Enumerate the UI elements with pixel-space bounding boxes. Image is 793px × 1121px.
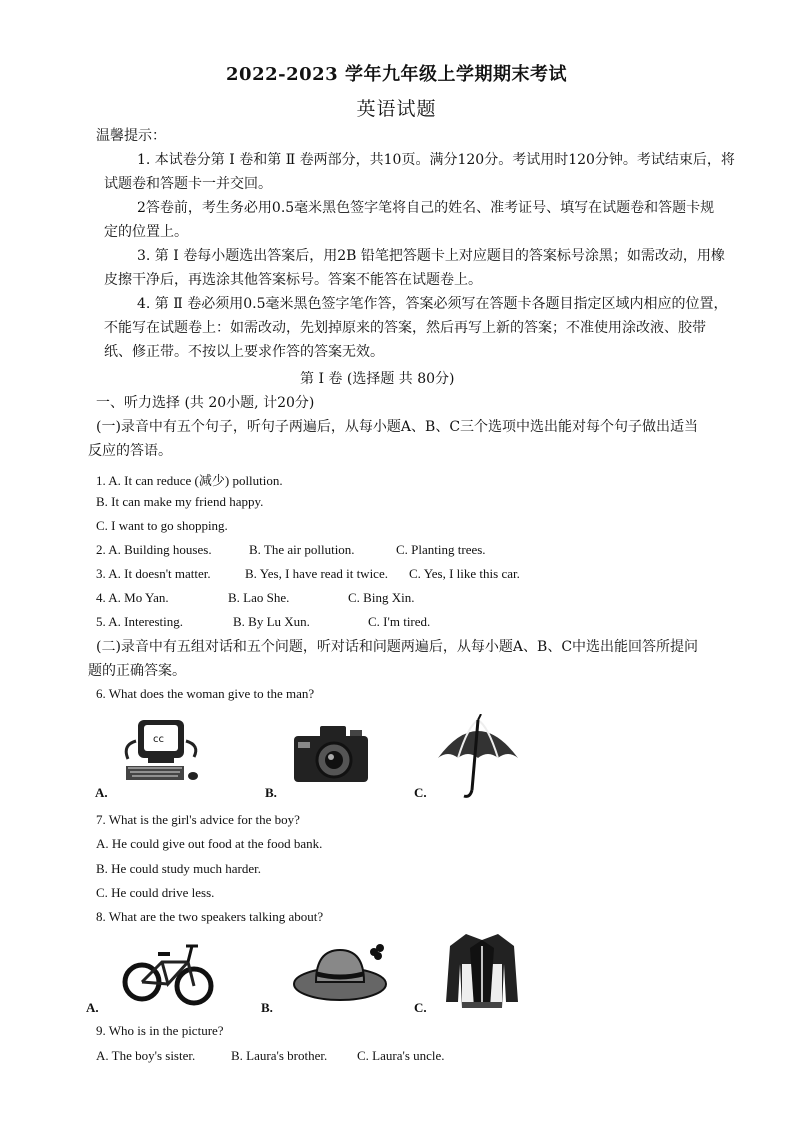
exam-subtitle: 英语试题: [356, 98, 437, 120]
q4-option-a: 4. A. Mo Yan.: [96, 590, 169, 605]
notice-item-2-line1: 2答卷前，考生务必用0.5毫米黑色签字笔将自己的姓名、准考证号、填写在试题卷和答题卡规: [137, 200, 715, 216]
q6-question: 6. What does the woman give to the man?: [96, 686, 315, 701]
part1-heading: 一、听力选择 (共 20小题, 计20分): [96, 395, 315, 411]
jacket-icon: [444, 928, 520, 1012]
q3-option-a: 3. A. It doesn't matter.: [96, 566, 211, 581]
q6-label-a: A.: [95, 785, 108, 800]
camera-icon: [290, 720, 372, 786]
q5-option-b: B. By Lu Xun.: [233, 614, 310, 629]
q2-option-a: 2. A. Building houses.: [96, 542, 212, 557]
svg-text:cc: cc: [153, 734, 164, 745]
q5-option-a: 5. A. Interesting.: [96, 614, 184, 629]
q8-label-c: C.: [414, 1000, 427, 1015]
notice-heading: 温馨提示：: [96, 128, 166, 144]
exam-title: 2022-2023 学年九年级上学期期末考试: [226, 64, 567, 85]
partB-instruction-line2: 题的正确答案。: [88, 663, 186, 679]
q9-question: 9. Who is in the picture?: [96, 1023, 224, 1038]
q8-label-a: A.: [86, 1000, 99, 1015]
q7-question: 7. What is the girl's advice for the boy?: [96, 812, 300, 827]
notice-item-3-line1: 3. 第 Ⅰ 卷每小题选出答案后，用2B 铅笔把答题卡上对应题目的答案标号涂黑；如需改动，用橡: [137, 248, 725, 264]
q7-option-a: A. He could give out food at the food bank.: [96, 836, 323, 851]
section-heading: 第 Ⅰ 卷 (选择题 共 80分): [300, 371, 455, 387]
q9-option-c: C. Laura's uncle.: [357, 1048, 445, 1063]
q8-label-b: B.: [261, 1000, 273, 1015]
partB-instruction-line1: (二)录音中有五组对话和五个问题，听对话和问题两遍后，从每小题A、B、C中选出能回答所提问: [96, 639, 699, 655]
notice-item-4-line3: 纸、修正带。不按以上要求作答的答案无效。: [104, 344, 384, 360]
hat-icon: [290, 940, 390, 1006]
q7-option-b: B. He could study much harder.: [96, 861, 261, 876]
q3-option-c: C. Yes, I like this car.: [409, 566, 520, 581]
q7-option-c: C. He could drive less.: [96, 885, 215, 900]
q2-option-c: C. Planting trees.: [396, 542, 486, 557]
notice-item-2-line2: 定的位置上。: [104, 224, 188, 240]
q9-option-b: B. Laura's brother.: [231, 1048, 328, 1063]
q1-option-c: C. I want to go shopping.: [96, 518, 228, 533]
partA-instruction-line1: (一)录音中有五个句子，听句子两遍后，从每小题A、B、C三个选项中选出能对每个句子做出适当: [96, 419, 699, 435]
q2-option-b: B. The air pollution.: [249, 542, 355, 557]
q3-option-b: B. Yes, I have read it twice.: [245, 566, 388, 581]
notice-item-1-line1: 1. 本试卷分第 Ⅰ 卷和第 Ⅱ 卷两部分，共10页。满分120分。考试用时120分钟。考试结束后，将: [137, 152, 735, 168]
umbrella-icon: [434, 714, 522, 800]
notice-item-1-line2: 试题卷和答题卡一并交回。: [104, 176, 272, 192]
q8-question: 8. What are the two speakers talking about?: [96, 909, 324, 924]
q6-label-c: C.: [414, 785, 427, 800]
bicycle-icon: [122, 938, 214, 1006]
q1-option-a: 1. A. It can reduce (减少) pollution.: [96, 473, 283, 488]
notice-item-4-line1: 4. 第 Ⅱ 卷必须用0.5毫米黑色签字笔作答，答案必须写在答题卡各题目指定区域内相应的位置，: [137, 296, 728, 312]
q4-option-c: C. Bing Xin.: [348, 590, 415, 605]
computer-icon: [108, 716, 204, 788]
q6-label-b: B.: [265, 785, 277, 800]
q4-option-b: B. Lao She.: [228, 590, 290, 605]
notice-item-4-line2: 不能写在试题卷上：如需改动，先划掉原来的答案，然后再写上新的答案；不准使用涂改液、胶带: [104, 320, 706, 336]
q5-option-c: C. I'm tired.: [368, 614, 431, 629]
partA-instruction-line2: 反应的答语。: [88, 443, 172, 459]
notice-item-3-line2: 皮擦干净后，再选涂其他答案标号。答案不能答在试题卷上。: [104, 272, 482, 288]
q9-option-a: A. The boy's sister.: [96, 1048, 196, 1063]
q1-option-b: B. It can make my friend happy.: [96, 494, 264, 509]
